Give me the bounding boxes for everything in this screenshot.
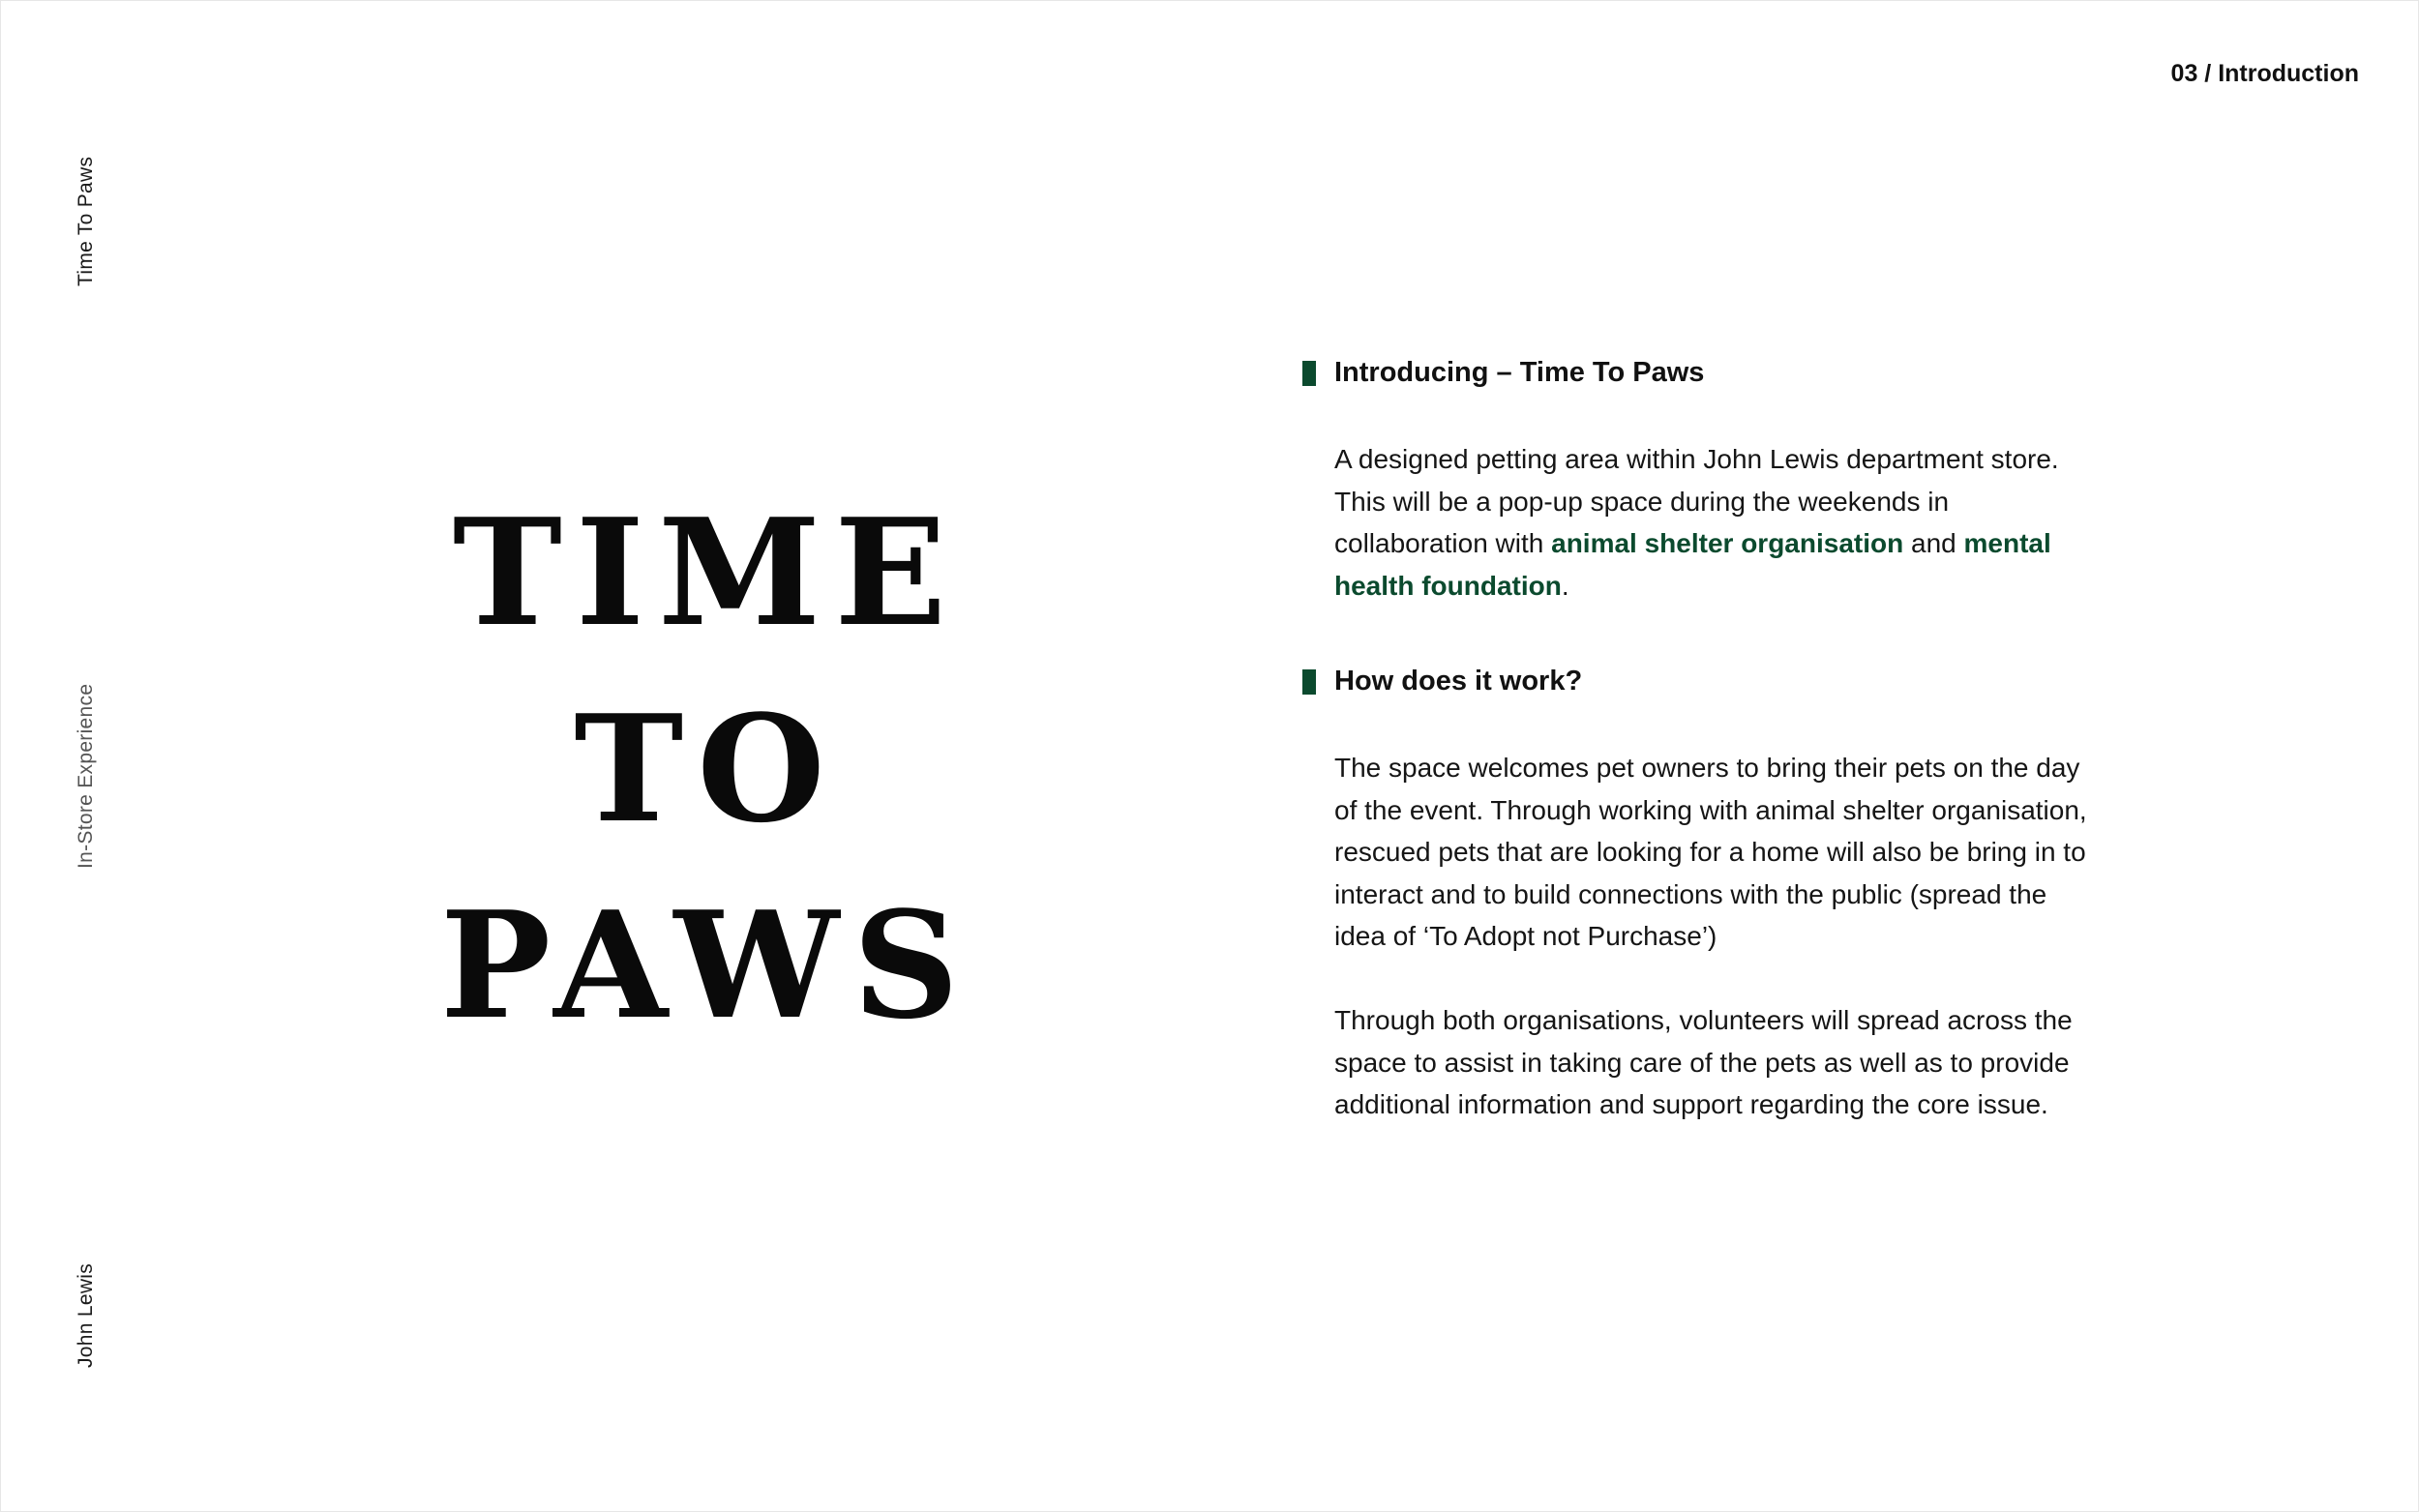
- highlight-animal-shelter: animal shelter organisation: [1551, 528, 1904, 558]
- side-label-category: In-Store Experience: [75, 683, 97, 869]
- section-heading-intro-text: Introducing – Time To Paws: [1334, 357, 1705, 388]
- how-paragraph-1: The space welcomes pet owners to bring their pets on the day of the event. Through working with animal shelter organisation, rescued pets that are looking for a home will also be bring in to interact and to build connections with the public (spread the idea of ‘To Adopt not Purchase’): [1334, 753, 2087, 951]
- hero-title-line-2: TO: [574, 682, 839, 855]
- intro-text-after: .: [1561, 570, 1569, 601]
- intro-text-before: A designed petting area within John Lewis department store. This will be a pop-up space during the weekends in collaboration with: [1334, 444, 2059, 558]
- heading-marker-icon: [1302, 361, 1316, 386]
- section-heading-intro: [1302, 357, 1704, 389]
- section-heading-how: [1302, 666, 1582, 697]
- highlight-mental-health: mental health foundation: [1334, 528, 2051, 601]
- side-label-client: John Lewis: [75, 1262, 97, 1368]
- how-paragraph-2: Through both organisations, volunteers will spread across the space to assist in taking care of the pets as well as to provide additional information and support regarding the core issue.: [1334, 1005, 2073, 1119]
- section-heading-how-text: How does it work?: [1334, 666, 1583, 697]
- page-indicator: 03 / Introduction: [2170, 60, 2359, 87]
- hero-title-line-1: TIME: [452, 486, 961, 659]
- hero-title-line-3: PAWS: [439, 878, 973, 1052]
- side-label-project: Time To Paws: [75, 156, 97, 286]
- intro-text-mid: and: [1903, 528, 1964, 558]
- hero-title: [416, 474, 997, 1063]
- heading-marker-icon: [1302, 669, 1316, 695]
- intro-paragraph: [1334, 438, 2089, 607]
